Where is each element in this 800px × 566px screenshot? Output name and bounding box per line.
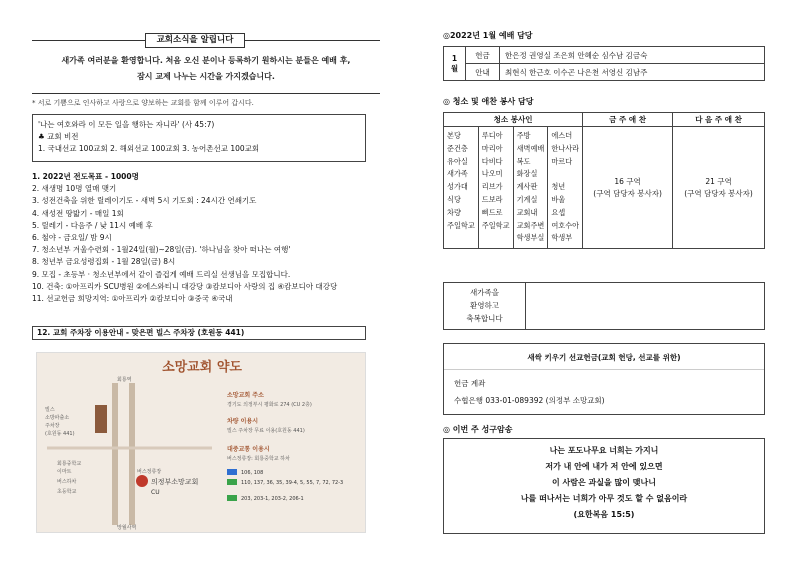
station-bottom: 망월사역 xyxy=(117,525,137,531)
info-bus: 버스정류장: 회룡중학교 하차 xyxy=(227,456,290,462)
parking-lot-icon xyxy=(95,405,107,433)
this-week-zone-sub: (구역 담당자 봉사자) xyxy=(593,188,662,198)
cleaning-col-groups xyxy=(478,127,513,249)
cell: 새벽예배 xyxy=(516,143,545,153)
cell: 학생부 xyxy=(551,233,573,243)
pastor-table xyxy=(443,46,765,81)
cleaning-col-areas xyxy=(444,127,479,249)
cell: 여호수아 xyxy=(551,220,580,230)
bus-line-2: 110, 137, 36, 35, 39-4, 5, 55, 7, 72, 72-3 xyxy=(241,480,344,486)
news-item: 5. 릴레기 - 다음주 / 낮 11시 예배 후 xyxy=(32,220,153,230)
verse-section-title: ◎ 이번 주 성구암송 xyxy=(443,425,513,434)
table-row xyxy=(444,127,765,249)
pastor-names: 최현식 한근호 이수곤 나은천 서영신 김남주 xyxy=(500,64,765,81)
verse-line: 나는 포도나무요 너희는 가지니 xyxy=(549,446,659,455)
cell: 화장실 xyxy=(516,169,538,179)
newcomer-label xyxy=(444,283,526,329)
bus-badge-green-2 xyxy=(227,495,237,501)
cell: 요셉 xyxy=(551,207,566,217)
cell: 다비다 xyxy=(481,156,503,166)
header-next-week: 다 음 주 애 찬 xyxy=(673,113,765,127)
cell: 유아실 xyxy=(447,156,468,166)
map-label-bills: 빌스 xyxy=(45,407,55,413)
cu-label: CU xyxy=(151,489,160,496)
newcomer-box xyxy=(443,282,765,330)
notice-title: 교회소식을 알립니다 xyxy=(145,33,245,48)
news-item: 6. 철야 - 금요일/ 밤 9시 xyxy=(32,233,112,243)
pastor-month: 1월 xyxy=(444,47,466,81)
pastor-names: 한은정 권영실 조은희 안혜순 심수남 김금숙 xyxy=(500,47,765,64)
cell: 주방 xyxy=(516,131,531,140)
cell: 새가족 xyxy=(447,169,468,179)
vision-items: 1. 국내선교 100교회 2. 해외선교 100교회 3. 농어촌선교 100교회 xyxy=(38,144,260,153)
cleaning-table xyxy=(443,112,765,249)
parking-notice: 12. 교회 주차장 이용안내 - 맞은편 빌스 주차장 (호원동 441) xyxy=(32,326,366,340)
verse-box xyxy=(443,438,765,534)
cell: 루디아 xyxy=(481,131,503,140)
map-label-bus-stop: 버스하차 xyxy=(57,479,77,485)
cell: 교회주변 xyxy=(516,220,545,230)
verse-reference: (요한복음 15:5) xyxy=(573,510,635,519)
cell: 식당 xyxy=(447,194,461,204)
mission-account: 수협은행 033-01-089392 (의정부 소망교회) xyxy=(454,396,605,405)
welcome-rule xyxy=(32,93,380,94)
info-parking: 빌스 주차장 무료 이용(호원동 441) xyxy=(227,428,305,434)
cell: 한나사라 xyxy=(551,143,580,153)
table-row xyxy=(444,64,765,81)
cell: 기계실 xyxy=(516,194,538,204)
verse-line: 저가 내 안에 내가 저 안에 있으면 xyxy=(545,462,663,471)
map-label-bus: 버스정류장 xyxy=(137,469,162,475)
news-item: 1. 2022년 전도목표 - 1000명 xyxy=(32,172,139,181)
news-item: 8. 청년부 금요성령집회 - 1월 28일(금) 8시 xyxy=(32,257,176,267)
welcome-line-1: 새가족 여러분을 환영합니다. 처음 오신 분이나 등록하기 원하시는 분들은 예배 후, xyxy=(61,56,351,65)
church-map xyxy=(36,352,366,533)
vision-title: ♣ 교회 비전 xyxy=(38,132,79,141)
vision-verse: '나는 여호와라 이 모든 일을 행하는 자니라' (사 45:7) xyxy=(38,120,215,129)
cell: 청년 xyxy=(551,182,566,192)
cleaning-col-areas-2 xyxy=(513,127,548,249)
map-title: 소망교회 약도 xyxy=(162,360,242,375)
map-label-addr: (호원동 441) xyxy=(45,431,75,437)
map-label-school: 회룡중학교 xyxy=(57,461,82,467)
mission-account-label: 헌금 계좌 xyxy=(454,379,486,388)
map-drawing xyxy=(37,353,367,534)
cell: 나오미 xyxy=(481,169,503,179)
header-this-week: 금 주 애 찬 xyxy=(583,113,673,127)
bus-badge-blue xyxy=(227,469,237,475)
cell: 본당 xyxy=(447,131,461,140)
cell: 마리아 xyxy=(481,143,503,153)
pastor-section-title: ◎2022년 1월 예배 담당 xyxy=(443,31,533,40)
welcome-line-2: 잠시 교제 나누는 시간을 가지겠습니다. xyxy=(137,72,275,81)
info-addr: 경기도 의정부시 평화로 274 (CU 2층) xyxy=(227,402,312,408)
bus-line-3: 203, 203-1, 203-2, 206-1 xyxy=(241,496,304,502)
cell: 드보라 xyxy=(481,194,503,204)
cell: 삐드로 xyxy=(481,207,503,217)
pastor-role: 헌금 xyxy=(466,47,500,64)
this-week-zone xyxy=(583,127,673,249)
news-item: 2. 새생명 10명 열매 맺기 xyxy=(32,184,117,194)
church-label: 의정부소망교회 xyxy=(151,478,199,486)
info-bus-title: 대중교통 이용시 xyxy=(227,446,270,453)
next-week-zone xyxy=(673,127,765,249)
header-cleaning: 청소 봉사인 xyxy=(444,113,583,127)
news-item: 10. 건축: ①아프리카 SCU병원 ②에스와티니 대강당 ③캄보디아 사랑의 집 ④캄보디아 대강당 xyxy=(32,281,338,291)
info-title: 소망교회 주소 xyxy=(227,392,264,399)
cell: 주일학교 xyxy=(481,220,510,230)
next-week-zone-number: 21 구역 xyxy=(705,176,732,186)
motto: * 서로 기쁨으로 인사하고 사랑으로 양보하는 교회를 함께 이루어 갑시다. xyxy=(32,99,254,107)
table-header-row xyxy=(444,113,765,127)
cell: 바울 xyxy=(551,194,566,204)
cell xyxy=(551,168,579,181)
news-item: 9. 모집 - 초등부 · 청소년부에서 같이 즐겁게 예배 드리실 선생님을 모집합니다. xyxy=(32,269,291,279)
cell: 마르다 xyxy=(551,156,573,166)
verse-line: 이 사람은 과실을 많이 맺나니 xyxy=(552,478,656,487)
map-label-emart: 이마트 xyxy=(57,469,72,475)
mission-box xyxy=(443,343,765,415)
map-label-parking: 주차장 xyxy=(45,423,60,429)
next-week-zone-sub: (구역 담당자 봉사자) xyxy=(684,188,753,198)
cleaning-col-groups-2 xyxy=(548,127,583,249)
church-marker-icon xyxy=(136,475,148,487)
cleaning-section-title: ◎ 청소 및 애찬 봉사 담당 xyxy=(443,97,534,106)
news-item: 7. 청소년부 겨울수련회 - 1월24일(월)~28일(금). '하나님을 찾아 떠나는 여행' xyxy=(32,245,291,255)
cell: 주일학교 xyxy=(447,220,475,230)
cell: 에스더 xyxy=(551,131,573,140)
cell: 복도 xyxy=(516,156,531,166)
news-item: 11. 선교헌금 희망지역: ①아프리카 ②캄보디아 ③중국 ④국내 xyxy=(32,294,233,304)
station-top: 회룡역 xyxy=(117,377,132,383)
cell: 계사판 xyxy=(516,182,538,192)
welcome-message xyxy=(32,53,380,85)
cell: 성가대 xyxy=(447,182,468,192)
newcomer-line: 새가족을 xyxy=(470,288,499,297)
newcomer-line: 축복합니다 xyxy=(466,314,503,323)
verse-line: 나를 떠나서는 너희가 아무 것도 할 수 없음이라 xyxy=(520,494,688,503)
vision-box xyxy=(32,114,366,162)
cell: 교회내 xyxy=(516,207,538,217)
map-label-fire: 소방파출소 xyxy=(45,415,70,421)
bus-line-1: 106, 108 xyxy=(241,470,264,476)
this-week-zone-number: 16 구역 xyxy=(614,176,641,186)
info-parking-title: 차량 이용시 xyxy=(227,418,259,425)
bus-badge-green xyxy=(227,479,237,485)
pastor-role: 안내 xyxy=(466,64,500,81)
news-list xyxy=(32,171,382,305)
cell: 차량 xyxy=(447,207,461,217)
table-row xyxy=(444,47,765,64)
mission-title: 새싹 키우기 선교헌금(교회 헌당, 선교를 위한) xyxy=(527,353,681,362)
cell: 준건층 xyxy=(447,143,468,153)
newcomer-line: 환영하고 xyxy=(470,301,499,310)
cell: 리브가 xyxy=(481,182,503,192)
news-item: 4. 새성전 땅밟기 - 매일 1회 xyxy=(32,208,124,218)
map-label-elementary: 초등학교 xyxy=(57,489,77,495)
news-item: 3. 성전건축을 위한 릴레이기도 - 새벽 5시 기도회 : 24시간 연쇄기도 xyxy=(32,196,257,206)
cell: 학생부실 xyxy=(516,233,545,243)
